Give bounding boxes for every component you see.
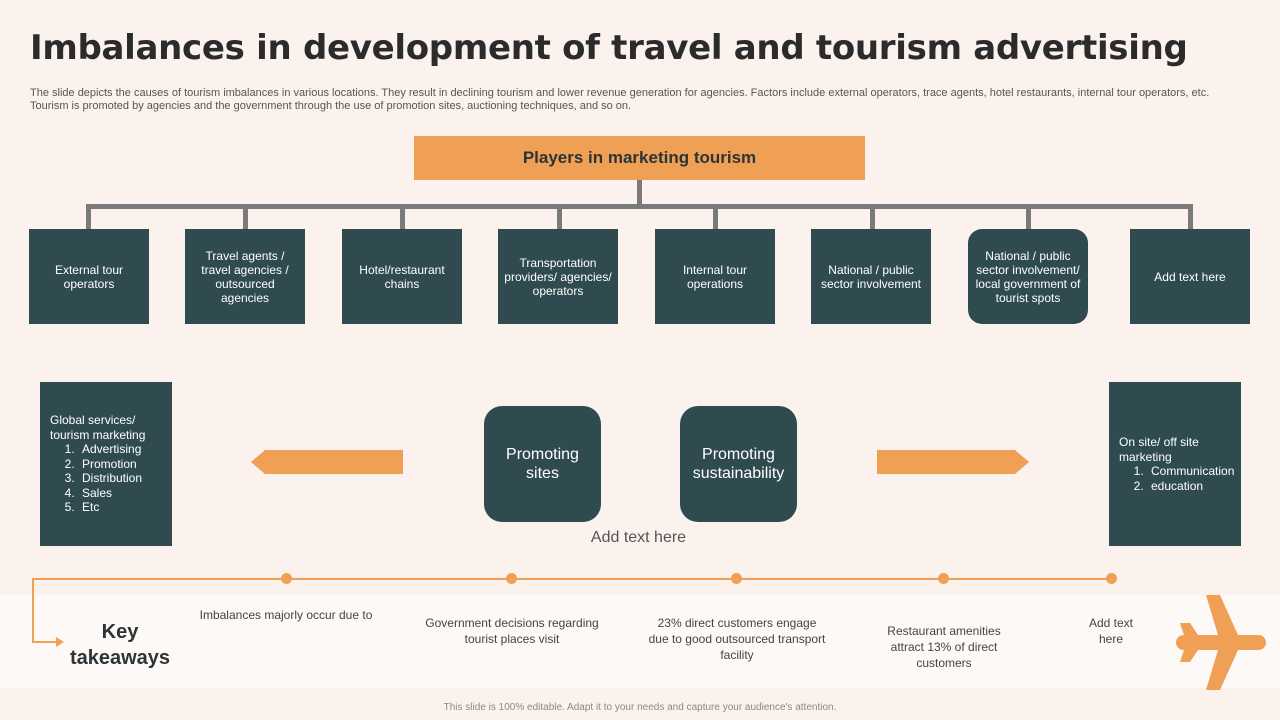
- player-box-external-tour-operators: External tour operators: [29, 229, 149, 324]
- player-box-travel-agents: Travel agents / travel agencies / outsourced agencies: [185, 229, 305, 324]
- timeline-dot: [731, 573, 742, 584]
- key-takeaways-label: Key takeaways: [69, 621, 171, 669]
- timeline-bracket-vertical: [32, 578, 34, 642]
- right-arrow-icon: [877, 450, 1029, 474]
- timeline-line: [32, 578, 1112, 580]
- global-services-list: [50, 442, 162, 515]
- player-box-national-public: National / public sector involvement: [811, 229, 931, 324]
- list-item: 2. Promotion: [78, 457, 162, 472]
- timeline-dot: [281, 573, 292, 584]
- player-box-hotel-restaurant: Hotel/restaurant chains: [342, 229, 462, 324]
- list-item: 3. Distribution: [78, 471, 162, 486]
- promoting-sustainability-box: Promoting sustainability: [680, 406, 797, 522]
- list-item: 5. Etc: [78, 500, 162, 515]
- takeaway-text: 23% direct customers engage due to good outsourced transport facility: [648, 616, 826, 662]
- takeaway-text: Imbalances majorly occur due to: [199, 608, 373, 622]
- global-services-heading: Global services/ tourism marketing: [50, 413, 146, 442]
- players-header-box: Players in marketing tourism: [414, 136, 865, 180]
- player-box-add-text: Add text here: [1130, 229, 1250, 324]
- player-box-transportation: Transportation providers/ agencies/ operators: [498, 229, 618, 324]
- connector-drop: [870, 204, 875, 229]
- footer-note: This slide is 100% editable. Adapt it to your needs and capture your audience's attention.: [443, 702, 837, 713]
- timeline-dot: [938, 573, 949, 584]
- page-title: Imbalances in development of travel and tourism advertising: [30, 28, 1188, 68]
- list-item: 1. Advertising: [78, 442, 162, 457]
- connector-drop: [557, 204, 562, 229]
- global-services-box: [40, 382, 172, 546]
- onsite-marketing-heading: On site/ off site marketing: [1119, 435, 1199, 464]
- timeline-dot: [506, 573, 517, 584]
- takeaway-text: Government decisions regarding tourist places visit: [425, 616, 599, 646]
- connector-drop: [1188, 204, 1193, 229]
- player-box-internal-tour: Internal tour operations: [655, 229, 775, 324]
- connector-vertical-main: [637, 180, 642, 206]
- takeaway-text: Restaurant amenities attract 13% of direct customers: [887, 624, 1001, 670]
- onsite-marketing-list: [1119, 464, 1235, 493]
- list-item: 1. Communication: [1147, 464, 1231, 479]
- connector-drop: [86, 204, 91, 229]
- player-box-local-government: National / public sector involvement/ local government of tourist spots: [968, 229, 1088, 324]
- center-add-text: Add text here: [590, 529, 687, 546]
- promoting-sites-box: Promoting sites: [484, 406, 601, 522]
- airplane-icon: [1176, 595, 1266, 690]
- list-item: 2. education: [1147, 479, 1231, 494]
- takeaway-text: Add text here: [1088, 616, 1134, 646]
- connector-drop: [400, 204, 405, 229]
- onsite-marketing-box: [1109, 382, 1241, 546]
- list-item: 4. Sales: [78, 486, 162, 501]
- left-arrow-icon: [251, 450, 403, 474]
- page-subtitle: The slide depicts the causes of tourism imbalances in various locations. They result in declining tourism and lower revenue generation for agencies. Factors include external operators, trace agents, hotel restaurants, internal tour operators, etc. Tourism is promoted by agencies and the government through the use of promotion sites, auctioning techniques, and so on.: [30, 87, 1210, 112]
- connector-drop: [243, 204, 248, 229]
- connector-drop: [1026, 204, 1031, 229]
- timeline-dot: [1106, 573, 1117, 584]
- connector-drop: [713, 204, 718, 229]
